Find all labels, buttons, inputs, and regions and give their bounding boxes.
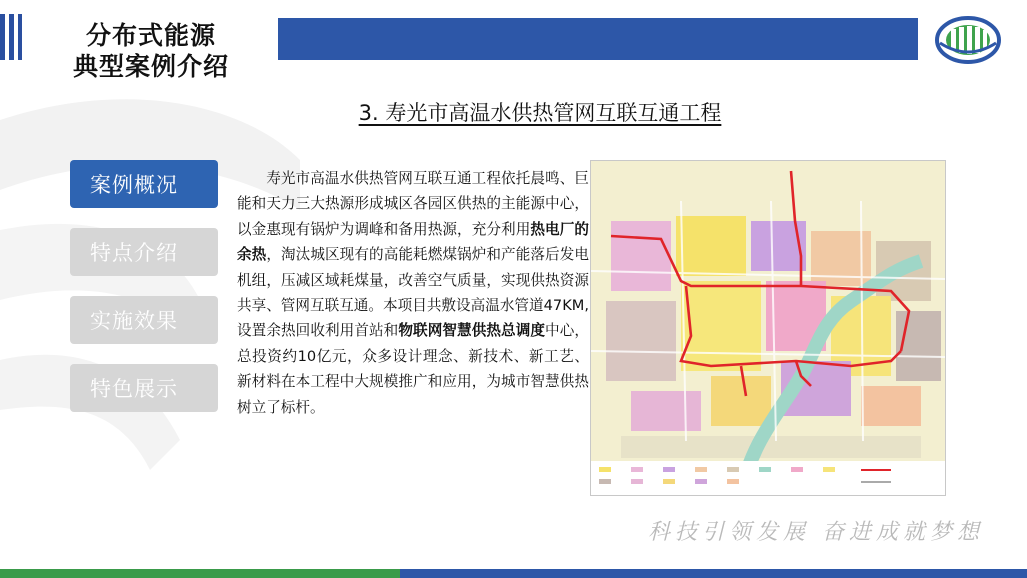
menu-item-label: 实施效果 — [90, 309, 178, 333]
footer-bar — [0, 569, 1027, 578]
description-highlight: 热电厂的余热 — [237, 220, 589, 264]
slogan: 科技引领发展 奋进成就梦想 — [648, 520, 984, 545]
description-highlight: 物联网智慧供热总调度 — [398, 322, 546, 340]
description-text: 中心，总投资约10亿元，众多设计理念、新技术、新工艺、新材料在本工程中大规模推广和应用，为城市智慧供热树立了标杆。 — [237, 322, 589, 416]
header-banner — [278, 18, 918, 60]
menu-item-label: 案例概况 — [90, 173, 178, 197]
city-heating-network-map — [590, 160, 946, 496]
footer-blue-stripe — [400, 569, 1027, 578]
description-text: 寿光市高温水供热管网互联互通工程依托晨鸣、巨能和天力三大热源形成城区各园区供热的主能源中心，以金惠现有锅炉为调峰和备用热源，充分利用 — [237, 170, 589, 238]
menu-item-label: 特色展示 — [90, 377, 178, 401]
map-image — [591, 161, 945, 495]
menu-item-results[interactable] — [70, 296, 218, 344]
case-description — [237, 166, 589, 420]
page-title-line1: 分布式能源 — [85, 21, 216, 50]
menu-item-overview[interactable] — [70, 160, 218, 208]
company-logo-icon — [935, 15, 1001, 65]
case-title: 3. 寿光市高温水供热管网互联互通工程 — [358, 101, 722, 125]
header-accent-bars — [0, 14, 22, 60]
menu-item-label: 特点介绍 — [90, 241, 178, 265]
description-text: ，淘汰城区现有的高能耗燃煤锅炉和产能落后发电机组，压减区域耗煤量，改善空气质量，实现供热资源共享、管网互联互通。本项目共敷设高温水管道47KM,设置余热回收利用首站和 — [237, 246, 589, 340]
footer-green-stripe — [0, 569, 400, 578]
menu-item-features[interactable] — [70, 228, 218, 276]
menu-item-showcase[interactable] — [70, 364, 218, 412]
page-title-line2: 典型案例介绍 — [72, 52, 229, 81]
side-menu — [70, 160, 218, 432]
page-title — [46, 20, 256, 82]
